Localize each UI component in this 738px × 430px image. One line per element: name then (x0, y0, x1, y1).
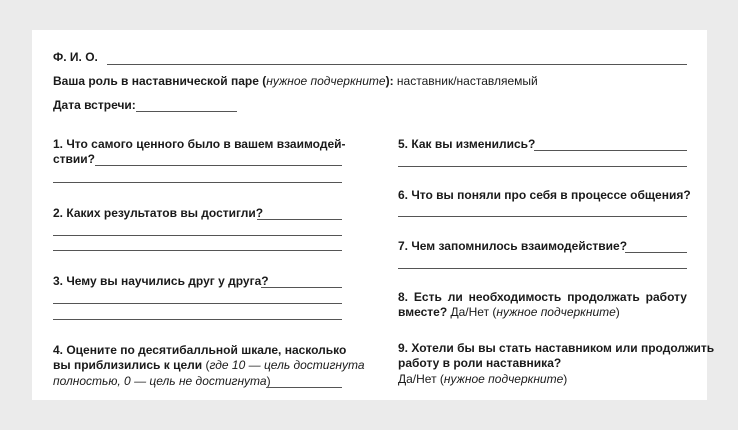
question-4-hint-2: полностью, 0 — цель не достигнута (53, 374, 267, 388)
question-7: 7. Чем запомнилось взаимодействие? (398, 239, 628, 253)
role-question (53, 74, 538, 89)
role-label: Ваша роль в наставнической паре ( (53, 74, 267, 88)
question-9-line-3 (398, 372, 567, 387)
question-9-hint: нужное подчеркните (443, 372, 564, 386)
question-1-line-2: ствии? (53, 152, 96, 166)
question-2: 2. Каких результатов вы достигли? (53, 206, 264, 220)
question-8-hint: нужное подчеркните (496, 305, 616, 319)
question-4-line-2 (53, 358, 365, 373)
question-8-line-1 (398, 290, 687, 305)
question-9-close: ) (563, 372, 568, 386)
question-1-answer-line-1[interactable] (95, 165, 342, 166)
date-label: Дата встречи: (53, 98, 136, 112)
question-4-answer-line[interactable] (266, 387, 342, 388)
question-4-line-1: 4. Оцените по десятибалльной шкале, насколько (53, 343, 347, 357)
question-8-word: 8. (398, 290, 409, 304)
question-8-word: Есть (413, 290, 442, 304)
question-7-answer-line-2[interactable] (398, 268, 687, 269)
question-8-line-2 (398, 305, 620, 320)
question-5-answer-line-2[interactable] (398, 166, 687, 167)
role-hint: нужное подчеркните (266, 74, 386, 88)
question-9-line-1: 9. Хотели бы вы стать наставником или продолжить (398, 341, 715, 355)
question-6: 6. Что вы поняли про себя в процессе общения? (398, 188, 691, 202)
question-3-answer-line-1[interactable] (261, 287, 342, 288)
question-9-line-2: работу в роли наставника? (398, 356, 562, 370)
question-8-together: вместе? (398, 305, 448, 319)
role-close: ): (385, 74, 394, 88)
question-4-text: вы приблизились к цели (53, 358, 203, 372)
question-4-hint-1: где 10 — цель достигнута (209, 358, 365, 372)
question-2-answer-line-2[interactable] (53, 235, 342, 236)
date-answer-line[interactable] (136, 111, 237, 112)
question-5-answer-line-1[interactable] (534, 150, 687, 151)
question-8-word: ли (447, 290, 463, 304)
question-4-paren-open: ( (202, 358, 210, 372)
question-3-answer-line-2[interactable] (53, 303, 342, 304)
question-5: 5. Как вы изменились? (398, 137, 536, 151)
question-8-close: ) (615, 305, 620, 319)
question-8-word: необходимость (468, 290, 562, 304)
question-6-answer-line[interactable] (398, 216, 687, 217)
question-9-answer: Да/Нет ( (398, 372, 444, 386)
question-3: 3. Чему вы научились друг у друга? (53, 274, 269, 288)
question-4-paren-close: ) (266, 374, 271, 388)
question-2-answer-line-3[interactable] (53, 250, 342, 251)
question-2-answer-line-1[interactable] (257, 219, 342, 220)
question-3-answer-line-3[interactable] (53, 319, 342, 320)
question-1-line-1: 1. Что самого ценного было в вашем взаимодей- (53, 137, 346, 151)
question-1-answer-line-2[interactable] (53, 182, 342, 183)
questionnaire-form (32, 30, 715, 400)
question-8-word: работу (645, 290, 687, 304)
fio-answer-line[interactable] (107, 64, 687, 65)
role-options: наставник/наставляемый (393, 74, 538, 88)
fio-label: Ф. И. О. (53, 50, 98, 64)
question-4-line-3 (53, 374, 271, 389)
question-8-word: продолжать (567, 290, 640, 304)
question-7-answer-line-1[interactable] (625, 252, 687, 253)
question-8-answer: Да/Нет ( (447, 305, 497, 319)
